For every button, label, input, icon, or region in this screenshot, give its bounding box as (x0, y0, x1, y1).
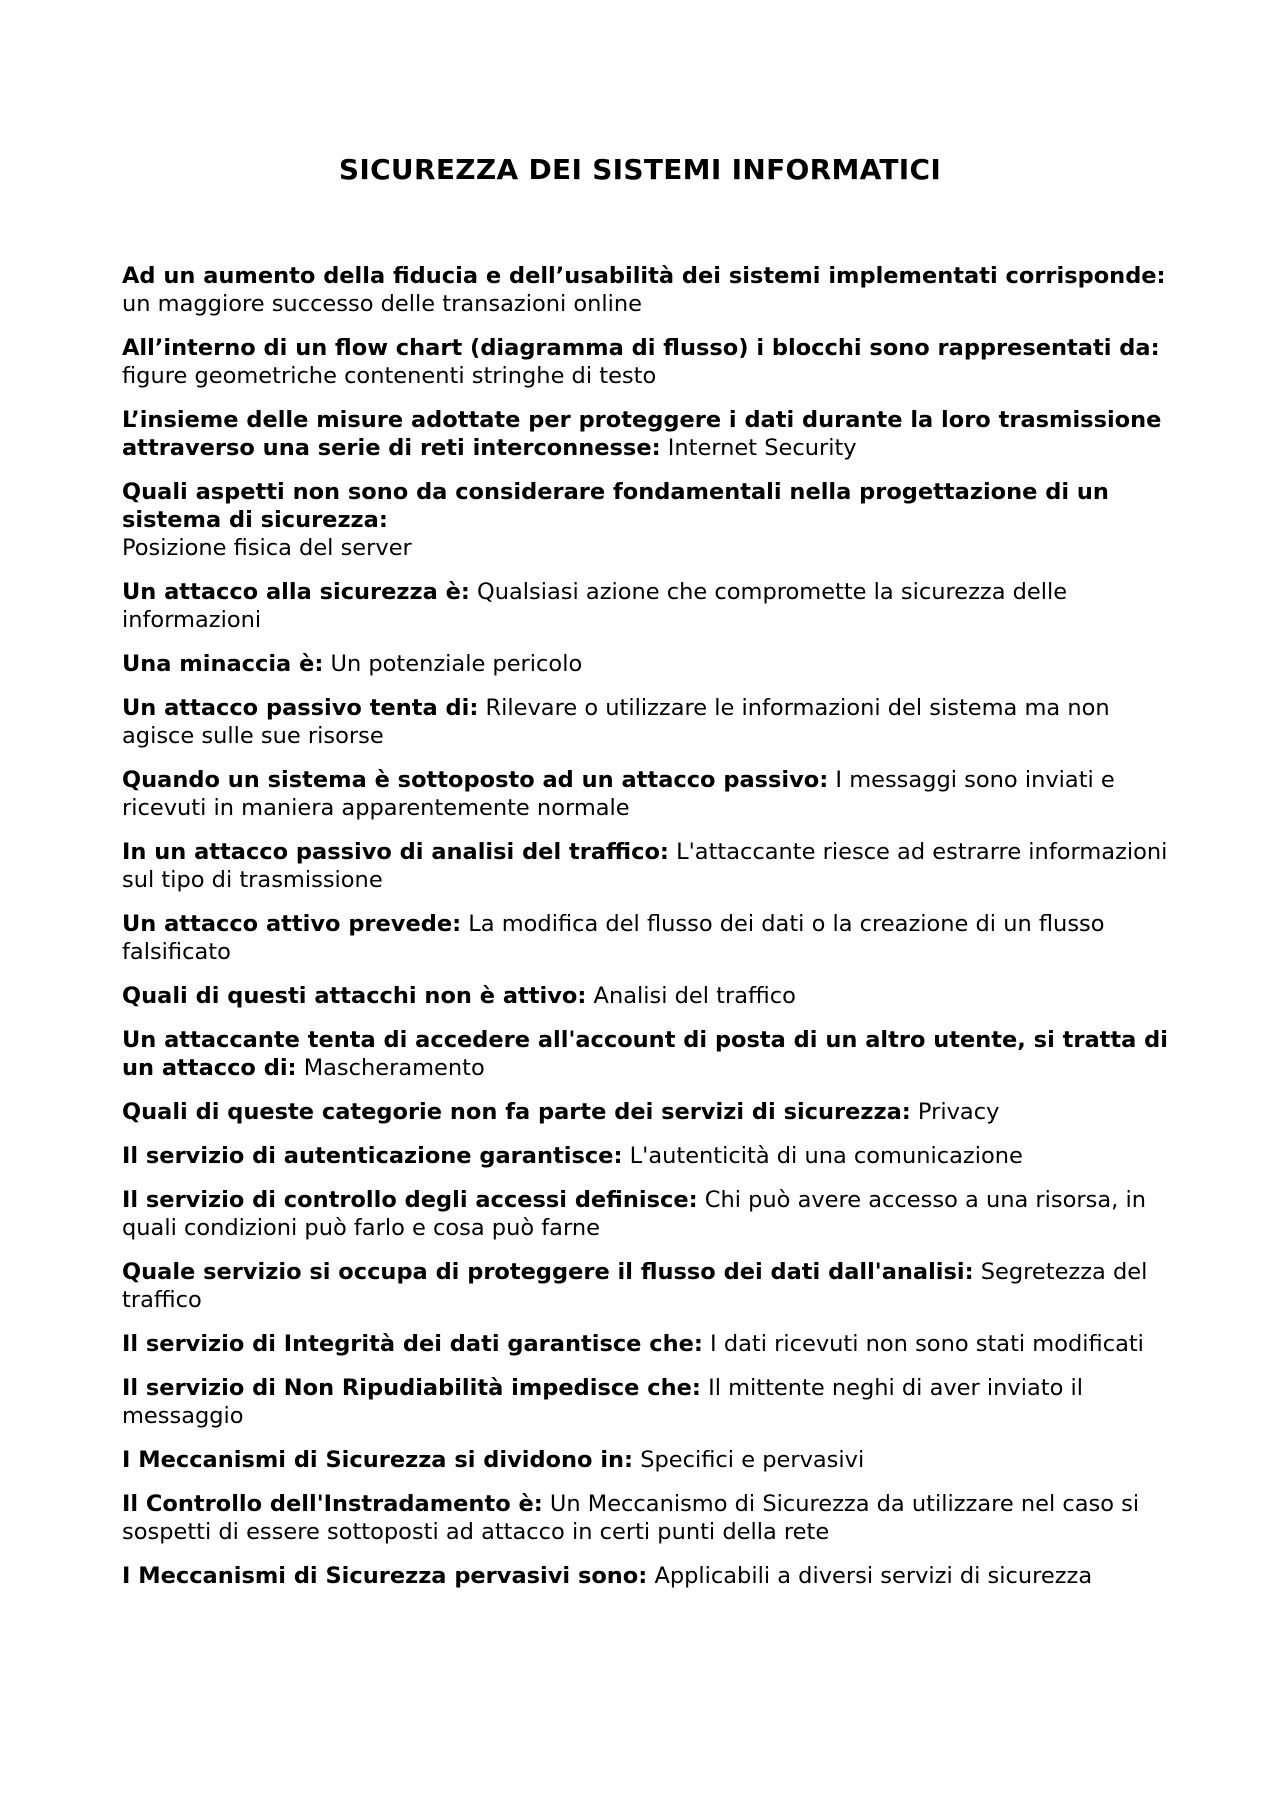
qa-item-15 (122, 1186, 1172, 1242)
answer: Il mittente neghi di aver inviato il messaggio (122, 1375, 1084, 1429)
question: I Meccanismi di Sicurezza si dividono in: (122, 1447, 634, 1473)
question: L’insieme delle misure adottate per proteggere i dati durante la loro trasmissione attraverso una serie di reti interconnesse: (122, 407, 1162, 461)
qa-item-1 (122, 262, 1172, 318)
qa-item-16 (122, 1258, 1172, 1314)
question: Quando un sistema è sottoposto ad un attacco passivo: (122, 767, 829, 793)
qa-list (122, 262, 1172, 1606)
question: Una minaccia è: (122, 651, 324, 677)
qa-item-5 (122, 578, 1172, 634)
qa-item-9 (122, 838, 1172, 894)
qa-item-10 (122, 910, 1172, 966)
qa-item-6 (122, 650, 1172, 678)
answer: Rilevare o utilizzare le informazioni del sistema ma non agisce sulle sue risorse (122, 695, 1110, 749)
answer: L'attaccante riesce ad estrarre informazioni sul tipo di trasmissione (122, 839, 1168, 893)
answer: un maggiore successo delle transazioni online (122, 291, 643, 317)
question: Il servizio di autenticazione garantisce: (122, 1143, 623, 1169)
question: Il servizio di controllo degli accessi definisce: (122, 1187, 698, 1213)
question: Il servizio di Integrità dei dati garantisce che: (122, 1331, 703, 1357)
qa-item-19 (122, 1446, 1172, 1474)
question: Un attacco alla sicurezza è: (122, 579, 470, 605)
qa-item-4 (122, 478, 1172, 562)
qa-item-18 (122, 1374, 1172, 1430)
answer: La modifica del flusso dei dati o la creazione di un flusso falsificato (122, 911, 1105, 965)
qa-item-2 (122, 334, 1172, 390)
answer: Un potenziale pericolo (330, 651, 583, 677)
answer: Internet Security (667, 435, 857, 461)
answer: Un Meccanismo di Sicurezza da utilizzare nel caso si sospetti di essere sottoposti ad attacco in certi punti della rete (122, 1491, 1140, 1545)
answer: Chi può avere accesso a una risorsa, in quali condizioni può farlo e cosa può farne (122, 1187, 1146, 1241)
document-title: SICUREZZA DEI SISTEMI INFORMATICI (338, 153, 942, 186)
qa-item-20 (122, 1490, 1172, 1546)
qa-item-7 (122, 694, 1172, 750)
answer: Posizione fisica del server (122, 535, 412, 561)
question: Un attacco passivo tenta di: (122, 695, 479, 721)
answer: Mascheramento (303, 1055, 485, 1081)
question: In un attacco passivo di analisi del traffico: (122, 839, 669, 865)
qa-item-12 (122, 1026, 1172, 1082)
question: I Meccanismi di Sicurezza pervasivi sono: (122, 1563, 648, 1589)
question: Quali aspetti non sono da considerare fondamentali nella progettazione di un sistema di sicurezza: (122, 479, 1109, 533)
question: Un attaccante tenta di accedere all'account di posta di un altro utente, si tratta di un attacco di: (122, 1027, 1168, 1081)
answer: I messaggi sono inviati e ricevuti in maniera apparentemente normale (122, 767, 1115, 821)
answer: Specifici e pervasivi (640, 1447, 865, 1473)
question: Il Controllo dell'Instradamento è: (122, 1491, 543, 1517)
qa-item-14 (122, 1142, 1172, 1170)
qa-item-11 (122, 982, 1172, 1010)
answer: Applicabili a diversi servizi di sicurezza (654, 1563, 1093, 1589)
answer: L'autenticità di una comunicazione (629, 1143, 1023, 1169)
question: Ad un aumento della fiducia e dell’usabilità dei sistemi implementati corrisponde: (122, 263, 1166, 289)
answer: Privacy (917, 1099, 1000, 1125)
question: Quali di questi attacchi non è attivo: (122, 983, 587, 1009)
question: All’interno di un flow chart (diagramma di flusso) i blocchi sono rappresentati da: (122, 335, 1160, 361)
question: Quale servizio si occupa di proteggere il flusso dei dati dall'analisi: (122, 1259, 974, 1285)
qa-item-3 (122, 406, 1172, 462)
qa-item-13 (122, 1098, 1172, 1126)
qa-item-21 (122, 1562, 1172, 1590)
answer: Analisi del traffico (593, 983, 796, 1009)
answer: I dati ricevuti non sono stati modificati (710, 1331, 1144, 1357)
qa-item-8 (122, 766, 1172, 822)
question: Quali di queste categorie non fa parte dei servizi di sicurezza: (122, 1099, 911, 1125)
answer: figure geometriche contenenti stringhe di testo (122, 363, 657, 389)
answer: Qualsiasi azione che compromette la sicurezza delle informazioni (122, 579, 1068, 633)
question: Il servizio di Non Ripudiabilità impedisce che: (122, 1375, 701, 1401)
question: Un attacco attivo prevede: (122, 911, 462, 937)
answer: Segretezza del traffico (122, 1259, 1148, 1313)
qa-item-17 (122, 1330, 1172, 1358)
